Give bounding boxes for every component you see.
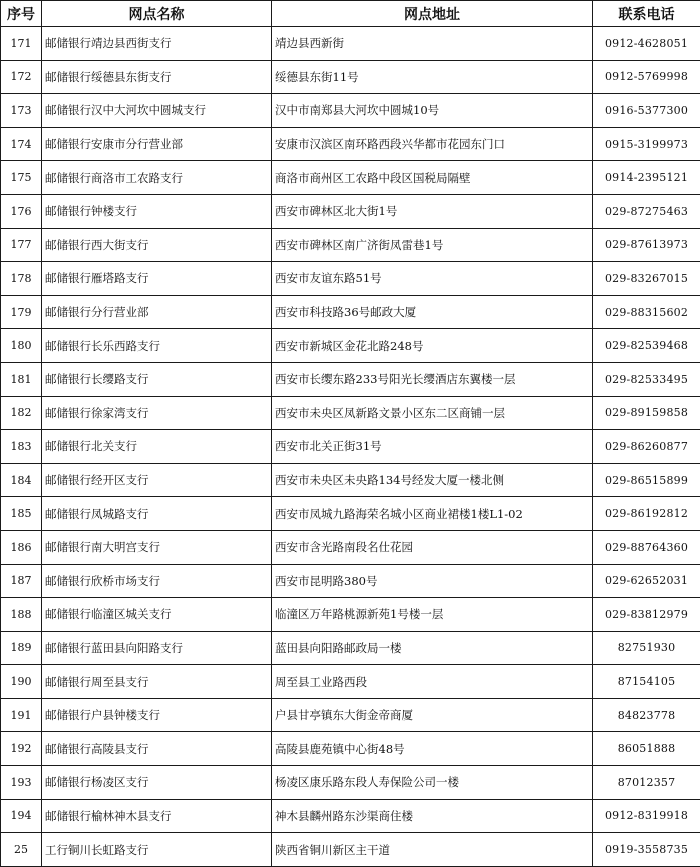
cell-phone: 029-86515899	[593, 463, 700, 497]
cell-name: 邮储银行商洛市工农路支行	[42, 161, 272, 195]
cell-no: 172	[1, 60, 42, 94]
cell-address: 蓝田县向阳路邮政局一楼	[272, 631, 593, 665]
cell-phone: 82751930	[593, 631, 700, 665]
cell-no: 177	[1, 228, 42, 262]
cell-no: 190	[1, 665, 42, 699]
table-row	[1, 799, 700, 833]
cell-phone: 029-88315602	[593, 295, 700, 329]
cell-no: 181	[1, 362, 42, 396]
cell-phone: 029-86192812	[593, 497, 700, 531]
table-row	[1, 598, 700, 632]
cell-address: 西安市长缨东路233号阳光长缨酒店东翼楼一层	[272, 362, 593, 396]
header-name: 网点名称	[42, 1, 272, 27]
cell-phone: 029-82533495	[593, 362, 700, 396]
cell-name: 邮储银行临潼区城关支行	[42, 598, 272, 632]
cell-phone: 0912-4628051	[593, 27, 700, 61]
cell-address: 靖边县西新街	[272, 27, 593, 61]
cell-phone: 029-83267015	[593, 262, 700, 296]
cell-phone: 029-89159858	[593, 396, 700, 430]
table-row	[1, 766, 700, 800]
cell-no: 188	[1, 598, 42, 632]
cell-no: 186	[1, 530, 42, 564]
table-row	[1, 732, 700, 766]
cell-address: 西安市北关正街31号	[272, 430, 593, 464]
cell-address: 西安市未央区未央路134号经发大厦一楼北侧	[272, 463, 593, 497]
header-address: 网点地址	[272, 1, 593, 27]
table-row	[1, 127, 700, 161]
cell-address: 西安市新城区金花北路248号	[272, 329, 593, 363]
cell-name: 邮储银行安康市分行营业部	[42, 127, 272, 161]
cell-address: 西安市碑林区北大街1号	[272, 194, 593, 228]
cell-phone: 0914-2395121	[593, 161, 700, 195]
cell-name: 邮储银行靖边县西街支行	[42, 27, 272, 61]
cell-address: 安康市汉滨区南环路西段兴华都市花园东门口	[272, 127, 593, 161]
cell-no: 25	[1, 833, 42, 867]
cell-address: 西安市未央区凤新路文景小区东二区商铺一层	[272, 396, 593, 430]
header-row	[1, 1, 700, 27]
cell-name: 邮储银行南大明宫支行	[42, 530, 272, 564]
cell-name: 邮储银行高陵县支行	[42, 732, 272, 766]
table-row	[1, 94, 700, 128]
cell-name: 邮储银行蓝田县向阳路支行	[42, 631, 272, 665]
cell-name: 邮储银行钟楼支行	[42, 194, 272, 228]
cell-phone: 84823778	[593, 698, 700, 732]
cell-name: 邮储银行长缨路支行	[42, 362, 272, 396]
table-row	[1, 262, 700, 296]
cell-name: 邮储银行榆林神木县支行	[42, 799, 272, 833]
cell-name: 邮储银行长乐西路支行	[42, 329, 272, 363]
table-row	[1, 430, 700, 464]
cell-phone: 0919-3558735	[593, 833, 700, 867]
cell-no: 187	[1, 564, 42, 598]
cell-no: 183	[1, 430, 42, 464]
cell-no: 192	[1, 732, 42, 766]
table-header	[1, 1, 700, 27]
cell-phone: 029-82539468	[593, 329, 700, 363]
cell-phone: 0912-5769998	[593, 60, 700, 94]
cell-address: 西安市友谊东路51号	[272, 262, 593, 296]
cell-phone: 029-86260877	[593, 430, 700, 464]
cell-name: 邮储银行绥德县东街支行	[42, 60, 272, 94]
cell-address: 户县甘亭镇东大街金帝商厦	[272, 698, 593, 732]
cell-phone: 87012357	[593, 766, 700, 800]
cell-name: 邮储银行徐家湾支行	[42, 396, 272, 430]
cell-phone: 029-88764360	[593, 530, 700, 564]
cell-no: 180	[1, 329, 42, 363]
cell-phone: 029-87613973	[593, 228, 700, 262]
cell-name: 邮储银行杨凌区支行	[42, 766, 272, 800]
cell-no: 185	[1, 497, 42, 531]
table-row	[1, 833, 700, 867]
table-row	[1, 564, 700, 598]
cell-name: 邮储银行分行营业部	[42, 295, 272, 329]
cell-name: 工行铜川长虹路支行	[42, 833, 272, 867]
table-row	[1, 698, 700, 732]
cell-address: 西安市昆明路380号	[272, 564, 593, 598]
table-row	[1, 161, 700, 195]
cell-name: 邮储银行西大街支行	[42, 228, 272, 262]
cell-no: 171	[1, 27, 42, 61]
table-row	[1, 665, 700, 699]
cell-phone: 029-87275463	[593, 194, 700, 228]
cell-address: 汉中市南郑县大河坎中圆城10号	[272, 94, 593, 128]
cell-name: 邮储银行户县钟楼支行	[42, 698, 272, 732]
cell-address: 绥德县东街11号	[272, 60, 593, 94]
cell-phone: 0916-5377300	[593, 94, 700, 128]
table-row	[1, 27, 700, 61]
cell-no: 182	[1, 396, 42, 430]
cell-name: 邮储银行经开区支行	[42, 463, 272, 497]
table-row	[1, 396, 700, 430]
cell-no: 173	[1, 94, 42, 128]
cell-no: 179	[1, 295, 42, 329]
table-row	[1, 295, 700, 329]
cell-address: 杨凌区康乐路东段人寿保险公司一楼	[272, 766, 593, 800]
cell-address: 周至县工业路西段	[272, 665, 593, 699]
cell-address: 商洛市商州区工农路中段区国税局隔壁	[272, 161, 593, 195]
cell-address: 陕西省铜川新区主干道	[272, 833, 593, 867]
cell-no: 193	[1, 766, 42, 800]
table-row	[1, 362, 700, 396]
cell-name: 邮储银行汉中大河坎中圆城支行	[42, 94, 272, 128]
cell-no: 191	[1, 698, 42, 732]
cell-address: 神木县麟州路东沙渠商住楼	[272, 799, 593, 833]
cell-address: 西安市含光路南段名仕花园	[272, 530, 593, 564]
cell-address: 西安市凤城九路海荣名城小区商业裙楼1楼L1-02	[272, 497, 593, 531]
cell-no: 175	[1, 161, 42, 195]
header-phone: 联系电话	[593, 1, 700, 27]
table-row	[1, 60, 700, 94]
table-row	[1, 530, 700, 564]
cell-name: 邮储银行周至县支行	[42, 665, 272, 699]
cell-phone: 0912-8319918	[593, 799, 700, 833]
table-row	[1, 497, 700, 531]
table-row	[1, 329, 700, 363]
cell-name: 邮储银行雁塔路支行	[42, 262, 272, 296]
cell-address: 临潼区万年路桃源新苑1号楼一层	[272, 598, 593, 632]
table-body	[1, 27, 700, 867]
cell-address: 西安市科技路36号邮政大厦	[272, 295, 593, 329]
cell-address: 高陵县鹿苑镇中心街48号	[272, 732, 593, 766]
table-row	[1, 194, 700, 228]
cell-no: 194	[1, 799, 42, 833]
cell-no: 176	[1, 194, 42, 228]
cell-no: 189	[1, 631, 42, 665]
table-row	[1, 228, 700, 262]
cell-phone: 029-62652031	[593, 564, 700, 598]
cell-name: 邮储银行凤城路支行	[42, 497, 272, 531]
table-row	[1, 631, 700, 665]
header-no: 序号	[1, 1, 42, 27]
table-row	[1, 463, 700, 497]
cell-no: 178	[1, 262, 42, 296]
cell-phone: 87154105	[593, 665, 700, 699]
cell-address: 西安市碑林区南广济街凤雷巷1号	[272, 228, 593, 262]
cell-name: 邮储银行欣桥市场支行	[42, 564, 272, 598]
cell-name: 邮储银行北关支行	[42, 430, 272, 464]
cell-no: 174	[1, 127, 42, 161]
cell-phone: 86051888	[593, 732, 700, 766]
cell-phone: 029-83812979	[593, 598, 700, 632]
cell-no: 184	[1, 463, 42, 497]
cell-phone: 0915-3199973	[593, 127, 700, 161]
